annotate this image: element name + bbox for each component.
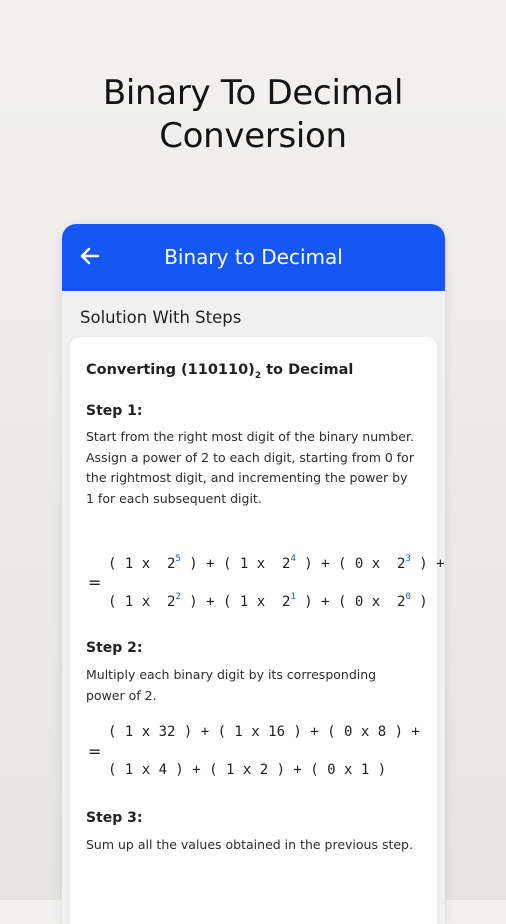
step-1-line-1-term: ) + ( 0 x 2 bbox=[295, 556, 406, 572]
solution-card bbox=[70, 337, 445, 924]
step-2-equation-line-1: ( 1 x 32 ) + ( 1 x 16 ) + ( 0 x 8 ) + bbox=[108, 724, 420, 740]
promo-title-line1: Binary To Decimal bbox=[102, 73, 404, 113]
step-1-line-1-exponent: 3 bbox=[405, 554, 411, 564]
step-1-line-2-exponent: 1 bbox=[290, 592, 296, 602]
step-1-text: Start from the right most digit of the binary number. Assign a power of 2 to each digit, starting from 0 for the rightmost digit, and incrementing the power by 1 for each subsequent digit. bbox=[86, 429, 414, 506]
step-1-line-2-term: ( 1 x 2 bbox=[108, 594, 176, 610]
conversion-prefix: Converting (110110) bbox=[86, 362, 255, 378]
step-1-title: Step 1: bbox=[86, 403, 143, 419]
step-2-title: Step 2: bbox=[86, 640, 143, 656]
conversion-heading bbox=[86, 362, 353, 381]
section-label: Solution With Steps bbox=[80, 308, 242, 327]
back-button[interactable] bbox=[76, 244, 104, 272]
step-1-line-2-exponent: 0 bbox=[405, 592, 411, 602]
step-2-equals: = bbox=[88, 742, 102, 761]
step-1-line-2-term: ) + ( 1 x 2 bbox=[180, 594, 291, 610]
step-1-line-2-exponent: 2 bbox=[175, 592, 181, 602]
conversion-suffix: to Decimal bbox=[261, 362, 354, 378]
step-1-equation-line-1 bbox=[108, 554, 445, 572]
step-3-title: Step 3: bbox=[86, 810, 143, 826]
promo-title-line2: Conversion bbox=[159, 116, 347, 156]
step-1-line-1-term: ) + ( 1 x 2 bbox=[180, 556, 291, 572]
step-1-line-2-term: ) bbox=[410, 594, 428, 610]
app-bar bbox=[62, 224, 445, 291]
arrow-left-icon bbox=[79, 245, 101, 271]
step-2-text: Multiply each binary digit by its corresponding power of 2. bbox=[86, 667, 377, 703]
step-3-text: Sum up all the values obtained in the previous step. bbox=[86, 837, 413, 852]
step-1-line-2-term: ) + ( 0 x 2 bbox=[295, 594, 406, 610]
step-2-equation-line-2: ( 1 x 4 ) + ( 1 x 2 ) + ( 0 x 1 ) bbox=[108, 762, 387, 778]
app-title: Binary to Decimal bbox=[164, 245, 343, 269]
step-1-line-1-exponent: 5 bbox=[175, 554, 181, 564]
step-1-line-1-term: ) + bbox=[410, 556, 445, 572]
phone-screen bbox=[62, 224, 445, 924]
step-1-line-1-exponent: 4 bbox=[290, 554, 296, 564]
step-1-equation-line-2 bbox=[108, 592, 428, 610]
step-1-equals: = bbox=[88, 573, 102, 592]
promo-title bbox=[0, 72, 506, 158]
conversion-base: 2 bbox=[254, 370, 262, 381]
step-1-line-1-term: ( 1 x 2 bbox=[108, 556, 176, 572]
